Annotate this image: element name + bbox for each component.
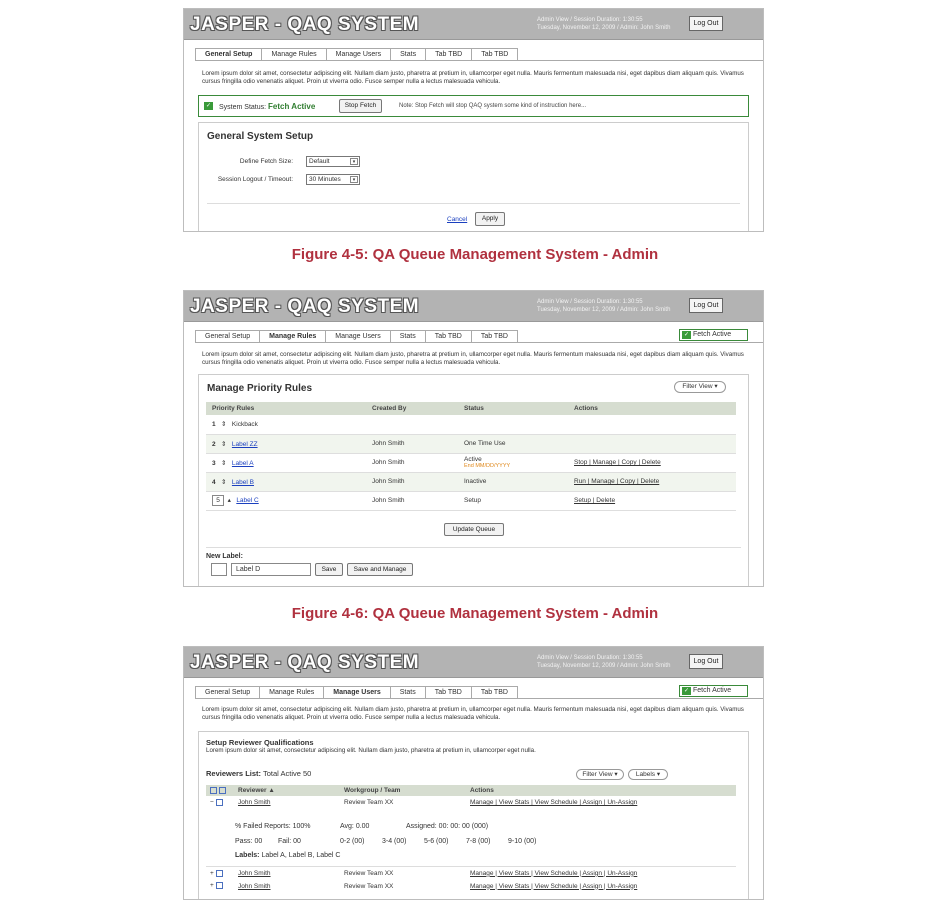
- save-button[interactable]: Save: [315, 563, 343, 576]
- section-text: Lorem ipsum dolor sit amet, consectetur adipiscing elit. Nullam diam justo, pharetra at pretium in, ullamcorper eget nulla.: [206, 747, 536, 754]
- status-text: Active: [464, 456, 482, 463]
- table-header: [206, 402, 736, 415]
- tab-manage-users[interactable]: Manage Users: [326, 330, 391, 343]
- tab-tbd-1[interactable]: Tab TBD: [426, 48, 472, 61]
- app-header: [184, 647, 763, 678]
- reviewer-name-link[interactable]: John Smith: [238, 799, 271, 806]
- screen-manage-rules: [183, 290, 764, 587]
- session-info: Admin View / Session Duration: 1:30:55 Tuesday, November 12, 2009 / Admin: John Smith: [537, 655, 671, 669]
- tab-tbd-2[interactable]: Tab TBD: [472, 48, 518, 61]
- intro-text: Lorem ipsum dolor sit amet, consectetur adipiscing elit. Nullam diam justo, pharetra at pretium in, ullamcorper eget nulla. Mauris fermentum malesuada nisi, eget dapibus diam aliquam quis. Vivamus cursus fringilla odio venenatis aliquet. Proin ut viverra odio. Fusce semper nulla a lectus malesuada vehicula.: [202, 706, 744, 721]
- table-row: + John Smith Review Team XX Manage | View Stats | View Schedule | Assign | Un-Assign: [206, 867, 736, 880]
- col-workgroup: Workgroup / Team: [340, 785, 466, 796]
- session-info: Admin View / Session Duration: 1:30:55 Tuesday, November 12, 2009 / Admin: John Smith: [537, 17, 671, 31]
- app-logo: JASPER - QAQ SYSTEM: [190, 652, 420, 673]
- rule-label: Kickback: [231, 421, 258, 429]
- status-note: Note: Stop Fetch will stop QAQ system some kind of instruction here...: [399, 103, 587, 109]
- update-queue-button[interactable]: Update Queue: [444, 523, 504, 536]
- fetch-active-chip: ✓ Fetch Active: [679, 685, 748, 697]
- new-label-input[interactable]: Label D: [231, 563, 311, 576]
- screen-general-setup: [183, 8, 764, 232]
- collapse-icon[interactable]: −: [210, 799, 214, 807]
- screen-manage-users: JASPER - QAQ SYSTEM Admin View / Session Duration: 1:30:55 Tuesday, November 12, 2009 / Admin: John Smith Log Out General Setup Manage Rules Manage Users Stats Tab TBD Tab TBD ✓ Fetch Active Lorem ipsum dolor sit amet, consectetur adipiscing elit. Nullam diam justo, pharetra at pretium in, ullamcorper eget nulla. Mauris fermentum malesuada nisi, eget dapibus diam aliquam quis. Vivamus cursus fringilla odio venenatis aliquet. Proin ut viverra odio. Fusce semper nulla a lectus malesuada vehicula. Setup Reviewer Qualifications Lorem ipsum dolor sit amet, consectetur adipiscing elit. Nullam diam justo, pharetra at pretium in, ullamcorper eget nulla. Reviewers List: Total Active 50 Filter View ▾ Labels ▾ Reviewer ▲ Workgroup / Team Actions − John Smith Review Team XX Manage | View Stats | View Schedule | Assign | Un-Assign % Failed Reports: 100% Avg: 0.00 Assigned: 00: 00: 00 (000) Pass: 00 Fail: 00 0-2 (00) 3-4 (00) 5-6 (00) 7-8 (00) 9-10 (00) Labels: Label A, Label B, Label C + John Smith Review Team XX Manage | View Stats | View Schedule | Assign | Un-Assign + John Smith Review Team XX Manage | View Stats | View Schedule | Assign | Un-Assign: [183, 646, 764, 900]
- row-checkbox[interactable]: [216, 870, 223, 877]
- tab-general-setup[interactable]: General Setup: [195, 330, 260, 343]
- figure-caption-1: Figure 4-5: QA Queue Management System - Admin: [291, 246, 659, 263]
- logout-button[interactable]: Log Out: [689, 16, 723, 31]
- col-actions: Actions: [466, 785, 736, 796]
- check-icon: ✓: [683, 688, 690, 694]
- row-actions[interactable]: Manage | View Stats | View Schedule | Assign | Un-Assign: [466, 867, 736, 880]
- tab-manage-users[interactable]: Manage Users: [324, 686, 390, 699]
- col-reviewer: Reviewer: [238, 787, 267, 794]
- cancel-link[interactable]: Cancel: [447, 216, 468, 223]
- priority-rules-table: [206, 402, 736, 511]
- table-row: 2 ⇕ Label ZZ John Smith One Time Use: [206, 434, 736, 453]
- tab-stats[interactable]: Stats: [391, 330, 426, 343]
- select-all-checkbox[interactable]: [219, 787, 226, 794]
- table-header: [206, 785, 736, 796]
- tab-tbd-2[interactable]: Tab TBD: [472, 330, 518, 343]
- col-actions: Actions: [568, 402, 736, 415]
- reviewer-name-link[interactable]: John Smith: [234, 867, 340, 880]
- new-label-priority-input[interactable]: [211, 563, 227, 576]
- stop-fetch-button[interactable]: Stop Fetch: [339, 99, 382, 113]
- row-actions[interactable]: Run | Manage | Copy | Delete: [568, 472, 736, 491]
- expand-all-icon[interactable]: [210, 787, 217, 794]
- app-header: [184, 291, 763, 322]
- fetch-active-chip: ✓ Fetch Active: [679, 329, 748, 341]
- section-title: Setup Reviewer Qualifications: [206, 738, 314, 747]
- chevron-down-icon: ▾: [350, 158, 358, 165]
- col-created-by: Created By: [366, 402, 458, 415]
- table-row: 4 ⇕ Label B John Smith Inactive Run | Manage | Copy | Delete: [206, 472, 736, 491]
- check-icon: ✓: [683, 332, 690, 338]
- expand-icon[interactable]: +: [210, 882, 214, 890]
- table-row: 5 ▴ Label C John Smith Setup Setup | Delete: [206, 491, 736, 510]
- tab-general-setup[interactable]: General Setup: [195, 48, 262, 61]
- table-row: 3 ⇕ Label A John Smith Active End MM/DD/YYYY Stop | Manage | Copy | Delete: [206, 453, 736, 472]
- fetch-size-select[interactable]: Default ▾: [306, 156, 360, 167]
- sort-up-icon[interactable]: ▲: [268, 787, 275, 794]
- reorder-icon[interactable]: ⇕: [221, 459, 227, 467]
- divider: [206, 547, 741, 548]
- reorder-icon[interactable]: ⇕: [221, 478, 227, 486]
- session-info: Admin View / Session Duration: 1:30:55 Tuesday, November 12, 2009 / Admin: John Smith: [537, 299, 671, 313]
- section-title: Manage Priority Rules: [207, 383, 313, 394]
- row-actions[interactable]: Manage | View Stats | View Schedule | Assign | Un-Assign: [470, 799, 638, 806]
- labels-select[interactable]: Labels ▾: [628, 769, 668, 780]
- app-header: [184, 9, 763, 40]
- row-checkbox[interactable]: [216, 882, 223, 889]
- timeout-label: Session Logout / Timeout:: [217, 176, 293, 183]
- tab-manage-rules[interactable]: Manage Rules: [260, 330, 326, 343]
- section-title: General System Setup: [207, 131, 314, 142]
- chevron-down-icon: ▾: [714, 383, 718, 390]
- table-row: + John Smith Review Team XX Manage | View Stats | View Schedule | Assign | Un-Assign: [206, 880, 736, 893]
- intro-text: Lorem ipsum dolor sit amet, consectetur adipiscing elit. Nullam diam justo, pharetra at pretium in, ullamcorper eget nulla. Mauris fermentum malesuada nisi, eget dapibus diam aliquam quis. Vivamus cursus fringilla odio venenatis aliquet. Proin ut viverra odio. Fusce semper nulla a lectus malesuada vehicula.: [202, 70, 744, 85]
- timeout-select[interactable]: 30 Minutes ▾: [306, 174, 360, 185]
- chevron-down-icon: ▾: [350, 176, 358, 183]
- table-row: 1 ⇕ Kickback: [206, 415, 736, 434]
- filter-view-select[interactable]: Filter View ▾: [576, 769, 624, 780]
- reviewers-table-continued: [206, 866, 736, 893]
- app-logo: JASPER - QAQ SYSTEM: [190, 14, 420, 35]
- filter-view-select[interactable]: Filter View ▾: [674, 381, 726, 393]
- tab-general-setup[interactable]: General Setup: [195, 686, 260, 699]
- new-label-title: New Label:: [206, 553, 243, 560]
- check-icon: ✓: [205, 103, 212, 109]
- chevron-down-icon: ▾: [614, 771, 618, 778]
- rule-label-link[interactable]: Label B: [231, 478, 254, 486]
- priority-input[interactable]: 5: [212, 495, 224, 506]
- intro-text: Lorem ipsum dolor sit amet, consectetur adipiscing elit. Nullam diam justo, pharetra at pretium in, ullamcorper eget nulla. Mauris fermentum malesuada nisi, eget dapibus diam aliquam quis. Vivamus cursus fringilla odio venenatis aliquet. Proin ut viverra odio. Fusce semper nulla a lectus malesuada vehicula.: [202, 351, 744, 366]
- general-setup-panel: [198, 122, 749, 232]
- logout-button[interactable]: Log Out: [689, 298, 723, 313]
- tab-manage-rules[interactable]: Manage Rules: [262, 48, 326, 61]
- reviewers-list-title: Reviewers List: Total Active 50: [206, 769, 312, 778]
- tab-divider: [195, 342, 763, 343]
- reviewers-table: [206, 785, 736, 809]
- divider: [207, 203, 740, 204]
- rule-label-link[interactable]: Label C: [236, 497, 259, 504]
- fetch-size-label: Define Fetch Size:: [239, 158, 293, 165]
- row-checkbox[interactable]: [216, 799, 223, 806]
- reorder-icon[interactable]: ⇕: [221, 440, 227, 448]
- tab-stats[interactable]: Stats: [391, 686, 426, 699]
- logout-button[interactable]: Log Out: [689, 654, 723, 669]
- row-actions[interactable]: Setup | Delete: [568, 491, 736, 510]
- rule-label-link[interactable]: Label ZZ: [231, 440, 258, 448]
- status-end-date: End MM/DD/YYYY: [464, 463, 511, 469]
- expand-icon[interactable]: +: [210, 869, 214, 877]
- row-actions[interactable]: Stop | Manage | Copy | Delete: [568, 453, 736, 472]
- app-logo: JASPER - QAQ SYSTEM: [190, 296, 420, 317]
- chevron-down-icon: ▾: [656, 771, 661, 778]
- tab-divider: [195, 60, 763, 61]
- move-up-icon[interactable]: ▴: [227, 497, 231, 504]
- save-and-manage-button[interactable]: Save and Manage: [347, 563, 413, 576]
- tab-tbd-2[interactable]: Tab TBD: [472, 686, 518, 699]
- status-value: Fetch Active: [268, 102, 316, 111]
- tab-divider: [195, 698, 763, 699]
- system-status: System Status: Fetch Active: [219, 102, 316, 111]
- col-priority-rules: Priority Rules: [206, 402, 366, 415]
- figure-caption-2: Figure 4-6: QA Queue Management System - Admin: [291, 605, 659, 622]
- table-row: − John Smith Review Team XX Manage | View Stats | View Schedule | Assign | Un-Assign: [206, 796, 736, 809]
- tab-manage-users[interactable]: Manage Users: [327, 48, 392, 61]
- tab-tbd-1[interactable]: Tab TBD: [426, 686, 472, 699]
- col-status: Status: [458, 402, 568, 415]
- reviewer-name-link[interactable]: John Smith: [238, 882, 271, 890]
- tab-manage-rules[interactable]: Manage Rules: [260, 686, 324, 699]
- rule-label-link[interactable]: Label A: [231, 459, 254, 467]
- tab-stats[interactable]: Stats: [391, 48, 426, 61]
- tab-tbd-1[interactable]: Tab TBD: [426, 330, 472, 343]
- system-status-bar: [198, 95, 749, 117]
- reorder-icon[interactable]: ⇕: [221, 421, 227, 429]
- row-actions[interactable]: Manage | View Stats | View Schedule | Assign | Un-Assign: [470, 882, 638, 890]
- apply-button[interactable]: Apply: [475, 212, 505, 226]
